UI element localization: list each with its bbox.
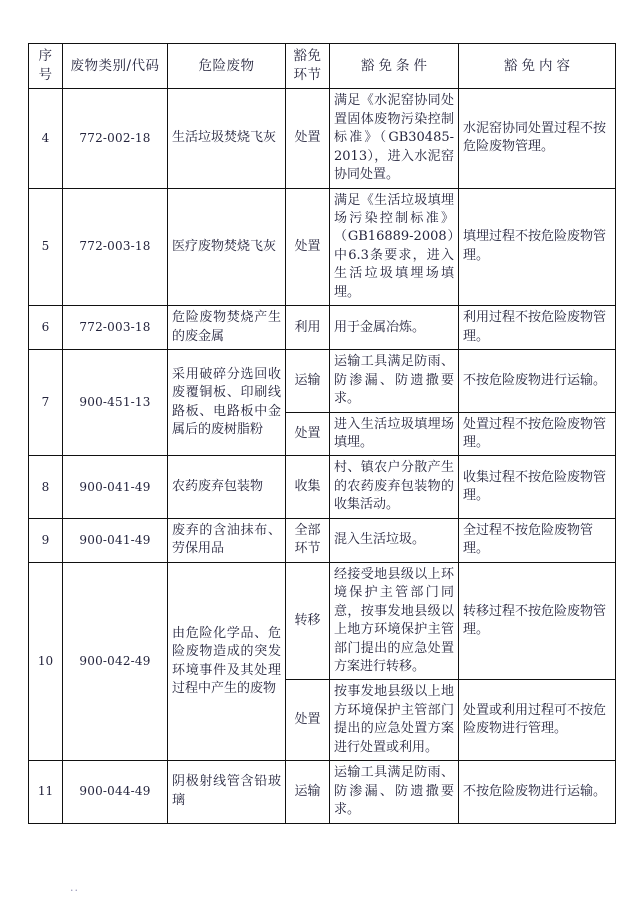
header-code: 废物类别/代码 [63, 44, 168, 89]
cell-exemption-stage: 运输 [286, 350, 330, 412]
cell-seq: 11 [29, 761, 63, 823]
cell-hazardous-waste: 危险废物焚烧产生的废金属 [168, 306, 286, 350]
cell-exemption-stage: 处置 [286, 680, 330, 761]
cell-exemption-content: 利用过程不按危险废物管理。 [459, 306, 616, 350]
header-seq: 序号 [29, 44, 63, 89]
cell-exemption-condition: 用于金属冶炼。 [330, 306, 459, 350]
cell-waste-code: 900-041-49 [63, 518, 168, 562]
cell-exemption-condition: 村、镇农户分散产生的农药废弃包装物的收集活动。 [330, 456, 459, 518]
table-row [29, 188, 616, 306]
page-artifact: ·· [70, 884, 79, 897]
cell-exemption-stage: 全部环节 [286, 518, 330, 562]
cell-waste-code: 900-041-49 [63, 456, 168, 518]
cell-exemption-content: 填埋过程不按危险废物管理。 [459, 188, 616, 306]
cell-hazardous-waste: 生活垃圾焚烧飞灰 [168, 89, 286, 188]
cell-exemption-content: 不按危险废物进行运输。 [459, 350, 616, 412]
cell-waste-code: 772-003-18 [63, 306, 168, 350]
table-row [29, 350, 616, 412]
cell-waste-code: 900-044-49 [63, 761, 168, 823]
cell-seq: 6 [29, 306, 63, 350]
header-stage: 豁免环节 [286, 44, 330, 89]
table-row [29, 456, 616, 518]
table-row [29, 89, 616, 188]
cell-hazardous-waste: 由危险化学品、危险废物造成的突发环境事件及其处理过程中产生的废物 [168, 562, 286, 761]
cell-seq: 10 [29, 562, 63, 761]
cell-exemption-condition: 运输工具满足防雨、防渗漏、防遗撒要求。 [330, 761, 459, 823]
cell-seq: 7 [29, 350, 63, 456]
cell-hazardous-waste: 农药废弃包装物 [168, 456, 286, 518]
cell-exemption-stage: 收集 [286, 456, 330, 518]
cell-exemption-condition: 满足《生活垃圾填埋场污染控制标准》（GB16889-2008）中6.3条要求，进入生活垃圾填埋场填埋。 [330, 188, 459, 306]
cell-exemption-stage: 利用 [286, 306, 330, 350]
cell-exemption-condition: 运输工具满足防雨、防渗漏、防遗撒要求。 [330, 350, 459, 412]
cell-waste-code: 900-451-13 [63, 350, 168, 456]
header-waste: 危险废物 [168, 44, 286, 89]
cell-hazardous-waste: 采用破碎分选回收废覆铜板、印刷线路板、电路板中金属后的废树脂粉 [168, 350, 286, 456]
table-row [29, 562, 616, 680]
cell-seq: 8 [29, 456, 63, 518]
cell-exemption-condition: 满足《水泥窑协同处置固体废物污染控制标准》（GB30485-2013），进入水泥窑协同处置。 [330, 89, 459, 188]
cell-exemption-content: 水泥窑协同处置过程不按危险废物管理。 [459, 89, 616, 188]
cell-exemption-content: 处置过程不按危险废物管理。 [459, 412, 616, 456]
cell-waste-code: 900-042-49 [63, 562, 168, 761]
cell-exemption-stage: 处置 [286, 89, 330, 188]
cell-exemption-condition: 混入生活垃圾。 [330, 518, 459, 562]
cell-seq: 5 [29, 188, 63, 306]
cell-seq: 9 [29, 518, 63, 562]
cell-exemption-stage: 处置 [286, 412, 330, 456]
cell-waste-code: 772-003-18 [63, 188, 168, 306]
cell-hazardous-waste: 废弃的含油抹布、劳保用品 [168, 518, 286, 562]
cell-exemption-condition: 进入生活垃圾填埋场填埋。 [330, 412, 459, 456]
table-row [29, 518, 616, 562]
cell-exemption-content: 收集过程不按危险废物管理。 [459, 456, 616, 518]
cell-exemption-condition: 经接受地县级以上环境保护主管部门同意，按事发地县级以上地方环境保护主管部门提出的应急处置方案进行转移。 [330, 562, 459, 680]
header-condition: 豁免条件 [330, 44, 459, 89]
cell-seq: 4 [29, 89, 63, 188]
table-row [29, 306, 616, 350]
table-body [29, 89, 616, 823]
cell-hazardous-waste: 医疗废物焚烧飞灰 [168, 188, 286, 306]
cell-exemption-condition: 按事发地县级以上地方环境保护主管部门提出的应急处置方案进行处置或利用。 [330, 680, 459, 761]
cell-exemption-content: 处置或利用过程可不按危险废物进行管理。 [459, 680, 616, 761]
table-header [29, 44, 616, 89]
header-row [29, 44, 616, 89]
cell-exemption-stage: 转移 [286, 562, 330, 680]
cell-exemption-content: 转移过程不按危险废物管理。 [459, 562, 616, 680]
table-row [29, 761, 616, 823]
cell-hazardous-waste: 阴极射线管含铅玻璃 [168, 761, 286, 823]
cell-exemption-content: 全过程不按危险废物管理。 [459, 518, 616, 562]
cell-exemption-content: 不按危险废物进行运输。 [459, 761, 616, 823]
cell-exemption-stage: 处置 [286, 188, 330, 306]
cell-waste-code: 772-002-18 [63, 89, 168, 188]
cell-exemption-stage: 运输 [286, 761, 330, 823]
header-content: 豁免内容 [459, 44, 616, 89]
hazardous-waste-exemption-table [28, 43, 616, 824]
